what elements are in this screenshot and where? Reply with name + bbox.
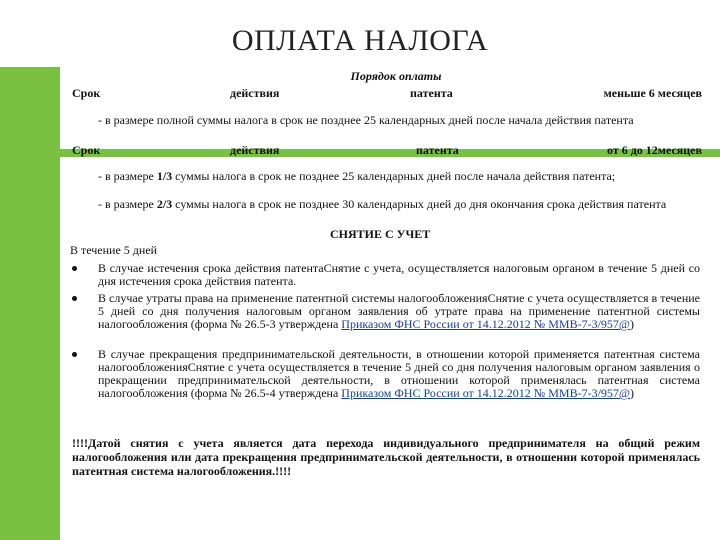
term-row-1-col2: действия xyxy=(230,86,280,100)
bullet-icon xyxy=(72,352,77,357)
list-item xyxy=(72,348,700,400)
list-item xyxy=(72,262,700,288)
text-b-prefix: - в размере xyxy=(98,197,157,211)
term-row-2-col4: от 6 до 12месяцев xyxy=(607,143,702,157)
order-link[interactable]: Приказом ФНС России от 14.12.2012 № ММВ-7-3/957@ xyxy=(341,386,630,400)
term-row-2-text-a xyxy=(98,170,700,183)
text-b-suffix: суммы налога в срок не позднее 30 календарных дней до дня окончания срока действия патента xyxy=(172,197,667,211)
term-row-2 xyxy=(70,143,702,157)
text-b-fraction: 2/3 xyxy=(156,197,173,211)
list-item xyxy=(72,292,700,331)
list-item-body: В случае утраты права на применение патентной системы налогообложенияСнятие с учета осуществляется в течение 5 дней со дня получения налоговым органом заявления об утрате права на применение патентной системы налогообложения (форма № 26.5-3 утверждена xyxy=(98,291,700,331)
deregistration-heading: СНЯТИЕ С УЧЕТ xyxy=(330,227,431,241)
payment-order-heading: Порядок оплаты xyxy=(350,69,442,83)
term-row-1-text: - в размере полной суммы налога в срок не позднее 25 календарных дней после начала действия патента xyxy=(98,113,634,127)
term-row-2-text-b xyxy=(98,198,700,211)
list-item-text: В случае истечения срока действия патентаСнятие с учета, осуществляется налоговым органом в течение 5 дней со дня истечения срока действия патента. xyxy=(98,261,700,288)
term-row-1-col1: Срок xyxy=(72,86,101,100)
order-link[interactable]: Приказом ФНС России от 14.12.2012 № ММВ-7-3/957@ xyxy=(341,317,630,331)
list-item-text xyxy=(98,348,700,400)
page-title: ОПЛАТА НАЛОГА xyxy=(231,24,489,57)
list-item-tail: ) xyxy=(629,317,634,331)
term-row-1-col4: меньше 6 месяцев xyxy=(603,86,702,100)
list-item-text xyxy=(98,292,700,331)
green-side-bar xyxy=(0,67,60,540)
term-row-1-col3: патента xyxy=(410,86,453,100)
text-a-prefix: - в размере xyxy=(98,169,157,183)
term-row-2-col3: патента xyxy=(416,143,459,157)
within-five-days: В течение 5 дней xyxy=(70,243,158,257)
bullet-icon xyxy=(72,296,77,301)
term-row-2-col1: Срок xyxy=(72,143,101,157)
text-a-suffix: суммы налога в срок не позднее 25 календарных дней после начала действия патента; xyxy=(172,169,616,183)
note-text: !!!!Датой снятия с учета является дата перехода индивидуального предпринимателя на общий режим налогообложения или дата прекращения предпринимательской деятельности, в отношении которой применялась патентная система налогообложения.!!!! xyxy=(72,436,700,478)
list-item-body: В случае прекращения предпринимательской деятельности, в отношении которой применяется патентная система налогообложенияСнятие с учета осуществляется в течение 5 дней со дня получения налоговым органом заявления о прекращении предпринимательской деятельности, в отношении которой применялась патентная система налогообложения (форма № 26.5-4 утверждена xyxy=(98,347,700,400)
term-row-1 xyxy=(70,86,702,100)
text-a-fraction: 1/3 xyxy=(156,169,173,183)
list-item-tail: ) xyxy=(629,386,634,400)
term-row-2-col2: действия xyxy=(230,143,280,157)
bullet-icon xyxy=(72,266,77,271)
